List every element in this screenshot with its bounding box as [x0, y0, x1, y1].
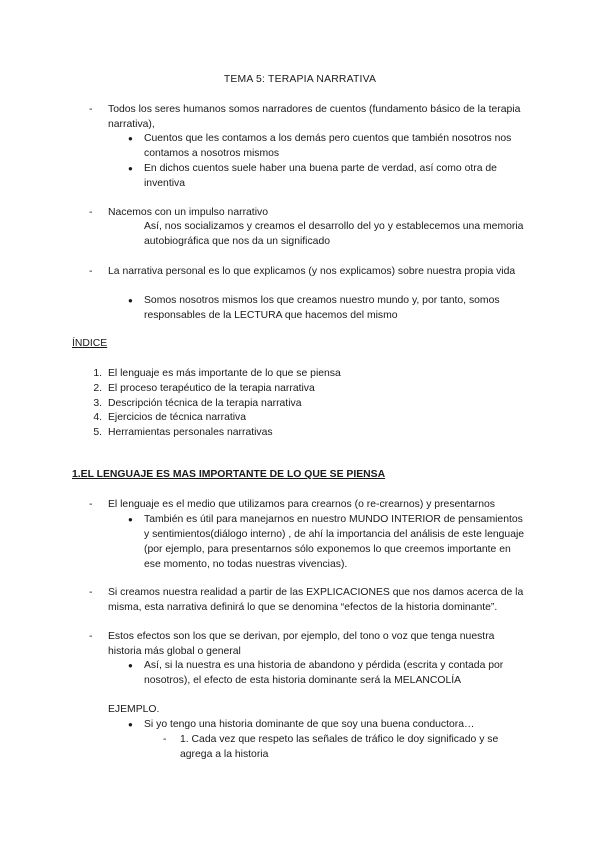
index-item-1: El lenguaje es más importante de lo que se piensa [108, 368, 341, 379]
dot-bullet: ● [128, 515, 133, 524]
example-label: EJEMPLO. [108, 704, 160, 715]
section-1-bullet-3: Estos efectos son los que se derivan, por ejemplo, del tono o voz que tenga nuestra historia más global o general [108, 631, 495, 657]
index-number: 1. [93, 368, 102, 379]
dot-bullet: ● [128, 720, 133, 729]
intro-bullet-3-sub-1: Somos nosotros mismos los que creamos nuestro mundo y, por tanto, somos responsables de la LECTURA que hacemos del mismo [144, 295, 500, 321]
document-title: TEMA 5: TERAPIA NARRATIVA [223, 74, 377, 85]
dot-bullet: ● [128, 164, 133, 173]
intro-bullet-2-text: Así, nos socializamos y creamos el desarrollo del yo y establecemos una memoria autobiográfica que nos da un significado [144, 221, 524, 247]
index-item-4: Ejercicios de técnica narrativa [108, 412, 247, 423]
example-bullet-1: Si yo tengo una historia dominante de que soy una buena conductora… [144, 719, 475, 730]
index-item-3: Descripción técnica de la terapia narrativa [108, 398, 302, 409]
section-1-heading: 1.EL LENGUAJE ES MAS IMPORTANTE DE LO QUE SE PIENSA [72, 469, 386, 480]
section-1-bullet-2: Si creamos nuestra realidad a partir de las EXPLICACIONES que nos damos acerca de la misma, esta narrativa definirá lo que se denomina “efectos de la historia dominante”. [108, 587, 524, 613]
section-1-bullet-3-sub-1: Así, si la nuestra es una historia de abandono y pérdida (escrita y contada por nosotros), el efecto de esta historia dominante será la MELANCOLÍA [144, 660, 504, 686]
dot-bullet: ● [128, 296, 133, 305]
dash-bullet: - [89, 207, 93, 218]
intro-bullet-2: Nacemos con un impulso narrativo [108, 207, 268, 218]
example-bullet-1-sub-1: 1. Cada vez que respeto las señales de tráfico le doy significado y se agrega a la historia [180, 734, 499, 760]
intro-bullet-1: Todos los seres humanos somos narradores de cuentos (fundamento básico de la terapia narrativa), [108, 104, 521, 130]
dash-bullet: - [163, 734, 167, 745]
index-item-2: El proceso terapéutico de la terapia narrativa [108, 383, 315, 394]
dash-bullet: - [89, 266, 93, 277]
intro-bullet-1-sub-2: En dichos cuentos suele haber una buena parte de verdad, así como otra de inventiva [144, 163, 497, 189]
intro-bullet-3: La narrativa personal es lo que explicamos (y nos explicamos) sobre nuestra propia vida [108, 266, 516, 277]
index-number: 5. [93, 427, 102, 438]
dot-bullet: ● [128, 661, 133, 670]
section-1-bullet-1-sub-1: También es útil para manejarnos en nuestro MUNDO INTERIOR de pensamientos y sentimientos(diálogo interno) , de ahí la importancia del análisis de este lenguaje (por ejemplo, para presentarnos sólo exponemos lo que creemos importante en ese momento, no todas nuestras vivencias). [144, 514, 525, 570]
dash-bullet: - [89, 499, 93, 510]
index-number: 2. [93, 383, 102, 394]
dot-bullet: ● [128, 134, 133, 143]
dash-bullet: - [89, 587, 93, 598]
index-number: 3. [93, 398, 102, 409]
index-item-5: Herramientas personales narrativas [108, 427, 273, 438]
dash-bullet: - [89, 631, 93, 642]
dash-bullet: - [89, 104, 93, 115]
index-number: 4. [93, 412, 102, 423]
section-1-bullet-1: El lenguaje es el medio que utilizamos para crearnos (o re-crearnos) y presentarnos [108, 499, 495, 510]
intro-bullet-1-sub-1: Cuentos que les contamos a los demás pero cuentos que también nosotros nos contamos a nosotros mismos [144, 133, 512, 159]
index-heading: ÍNDICE [72, 338, 108, 349]
